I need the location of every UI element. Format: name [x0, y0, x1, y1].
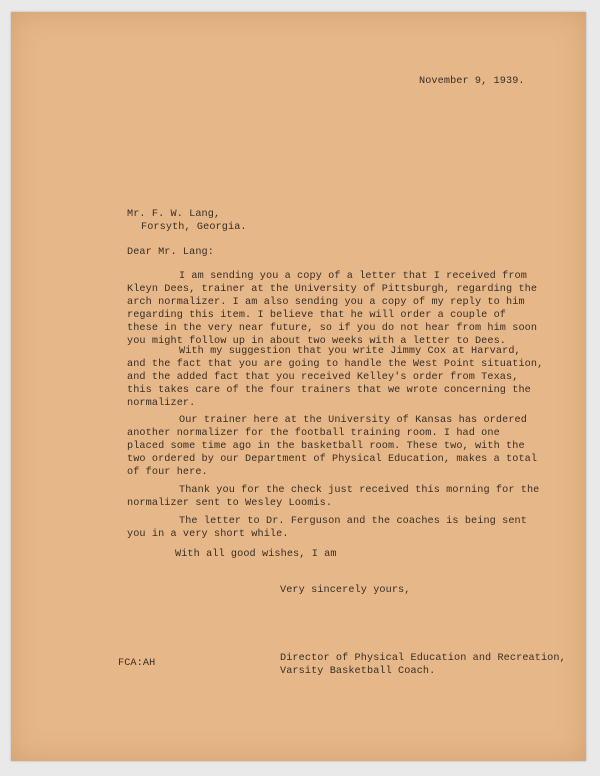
body-paragraph-3 — [127, 414, 537, 479]
salutation: Dear Mr. Lang: — [127, 247, 214, 258]
paragraph-line: I am sending you a copy of a letter that I received from — [179, 271, 527, 282]
recipient-city: Forsyth, Georgia. — [141, 222, 247, 233]
closing-line: With all good wishes, I am — [175, 549, 337, 560]
body-paragraph-4 — [127, 484, 539, 510]
recipient-name: Mr. F. W. Lang, — [127, 209, 221, 220]
paragraph-line: you might follow up in about two weeks with a letter to Dees. — [127, 336, 507, 347]
signature-title-line: Director of Physical Education and Recreation, — [280, 653, 566, 664]
paragraph-line: normalizer. — [127, 398, 196, 409]
paragraph-line: Our trainer here at the University of Kansas has ordered — [179, 415, 527, 426]
paragraph-line: another normalizer for the football training room. I had one — [127, 428, 500, 439]
paragraph-line: Thank you for the check just received this morning for the — [179, 485, 540, 496]
paragraph-line: The letter to Dr. Ferguson and the coaches is being sent — [179, 516, 527, 527]
paragraph-line: Kleyn Dees, trainer at the University of Pittsburgh, regarding the — [127, 284, 538, 295]
paragraph-line: normalizer sent to Wesley Loomis. — [127, 498, 333, 509]
paragraph-line: this takes care of the four trainers that we wrote concerning the — [127, 385, 531, 396]
paragraph-line: these in the very near future, so if you do not hear from him soon — [127, 323, 538, 334]
paragraph-line: placed some time ago in the basketball room. These two, with the — [127, 441, 525, 452]
signature-title-line: Varsity Basketball Coach. — [280, 666, 436, 677]
signature-title — [280, 652, 566, 678]
body-paragraph-1 — [127, 270, 537, 348]
paragraph-line: and the added fact that you received Kelley's order from Texas, — [127, 372, 519, 383]
paragraph-line: and the fact that you are going to handle the West Point situation, — [127, 359, 544, 370]
body-paragraph-5 — [127, 515, 527, 541]
body-paragraph-2 — [127, 345, 543, 410]
paragraph-line: you in a very short while. — [127, 529, 289, 540]
paragraph-line: two ordered by our Department of Physical Education, makes a total — [127, 454, 538, 465]
paragraph-line: arch normalizer. I am also sending you a copy of my reply to him — [127, 297, 525, 308]
letter-page — [11, 12, 586, 761]
letter-date: November 9, 1939. — [419, 76, 525, 87]
paragraph-line: of four here. — [127, 467, 208, 478]
paragraph-line: regarding this item. I believe that he will order a couple of — [127, 310, 507, 321]
sign-off: Very sincerely yours, — [280, 585, 411, 596]
paragraph-line: With my suggestion that you write Jimmy Cox at Harvard, — [179, 346, 521, 357]
typist-initials: FCA:AH — [118, 658, 156, 669]
